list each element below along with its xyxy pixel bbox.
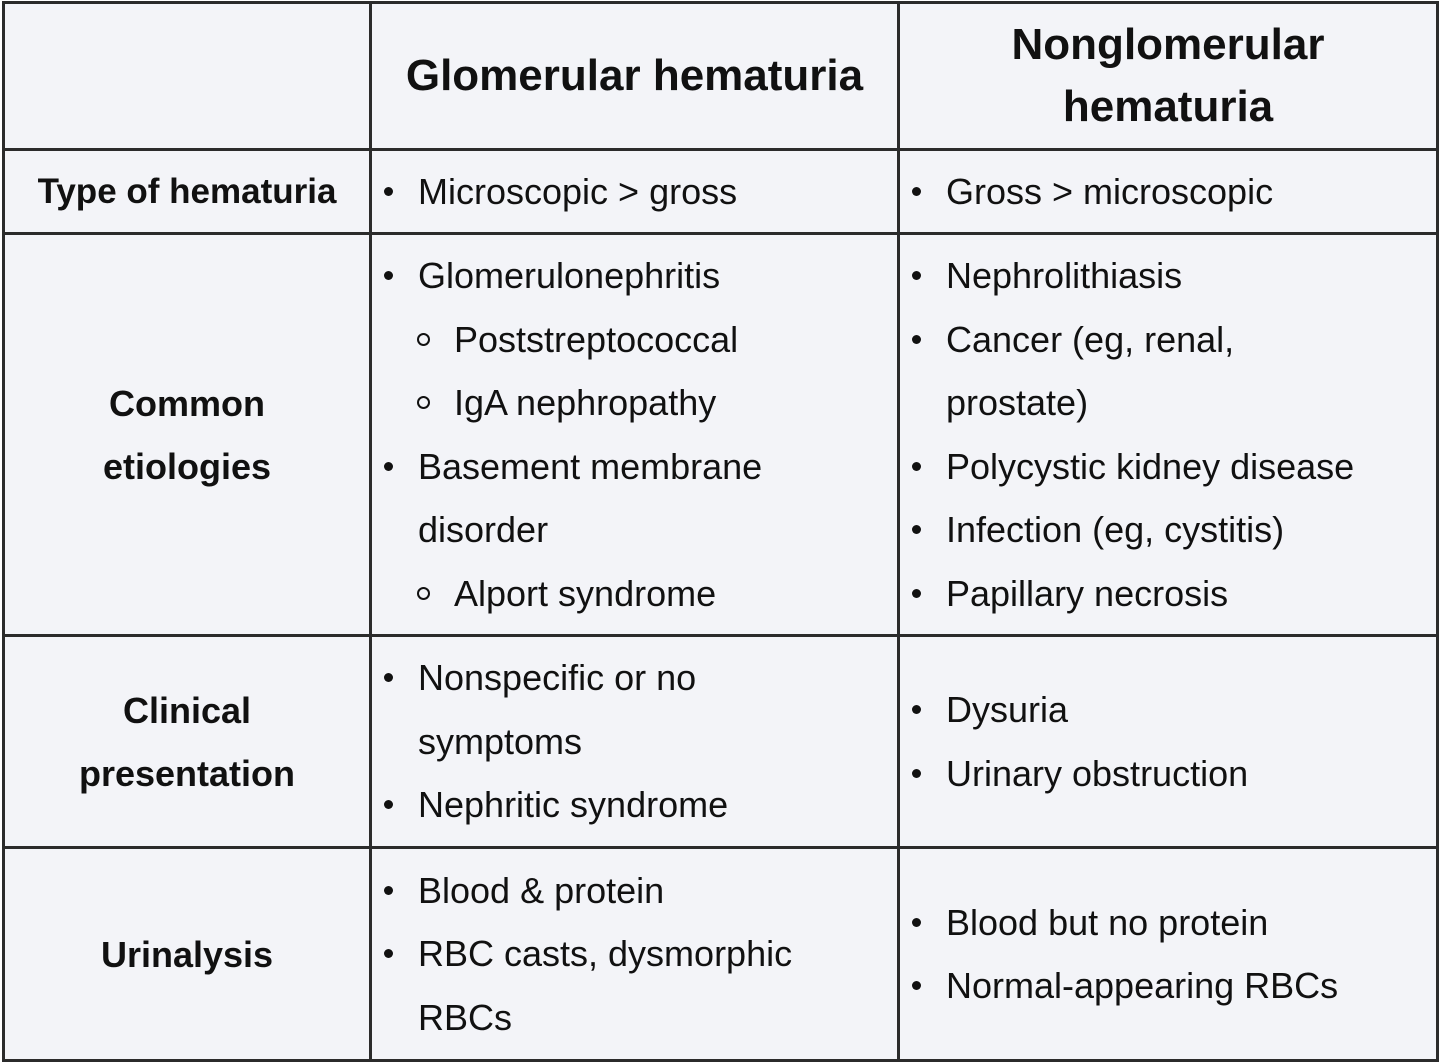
bullet-list bbox=[900, 244, 1436, 625]
list-item: Nonspecific or no symptoms bbox=[380, 646, 797, 773]
list-item: Gross > microscopic bbox=[908, 160, 1426, 224]
bullet-list bbox=[372, 160, 897, 224]
cell-nonglomerular bbox=[899, 848, 1438, 1061]
cell-nonglomerular bbox=[899, 234, 1438, 636]
row-header-common-etiologies: Common etiologies bbox=[4, 234, 371, 636]
bullet-list bbox=[900, 678, 1436, 805]
sub-list-item: Alport syndrome bbox=[380, 562, 837, 626]
cell-glomerular bbox=[371, 150, 899, 234]
cell-glomerular bbox=[371, 636, 899, 848]
list-item: Glomerulonephritis bbox=[380, 244, 837, 308]
bullet-list bbox=[372, 646, 897, 837]
sub-list-item: IgA nephropathy bbox=[380, 371, 837, 435]
column-header-glomerular: Glomerular hematuria bbox=[371, 3, 899, 150]
row-header-clinical-presentation: Clinical presentation bbox=[4, 636, 371, 848]
table-row bbox=[4, 234, 1438, 636]
cell-glomerular bbox=[371, 848, 899, 1061]
row-header-urinalysis: Urinalysis bbox=[4, 848, 371, 1061]
list-item: Papillary necrosis bbox=[908, 562, 1376, 626]
list-item: Normal-appearing RBCs bbox=[908, 954, 1426, 1018]
sub-list-item: Poststreptococcal bbox=[380, 308, 837, 372]
hematuria-comparison-table bbox=[2, 1, 1439, 1062]
header-row bbox=[4, 3, 1438, 150]
list-item: Cancer (eg, renal, prostate) bbox=[908, 308, 1376, 435]
list-item: Nephrolithiasis bbox=[908, 244, 1376, 308]
row-header-type-of-hematuria: Type of hematuria bbox=[4, 150, 371, 234]
list-item: Infection (eg, cystitis) bbox=[908, 498, 1376, 562]
list-item: RBC casts, dysmorphic RBCs bbox=[380, 922, 887, 1049]
column-header-nonglomerular: Nonglomerular hematuria bbox=[899, 3, 1438, 150]
list-item: Microscopic > gross bbox=[380, 160, 887, 224]
list-item: Blood but no protein bbox=[908, 891, 1426, 955]
list-item: Urinary obstruction bbox=[908, 742, 1426, 806]
bullet-list bbox=[372, 859, 897, 1050]
cell-glomerular bbox=[371, 234, 899, 636]
bullet-list bbox=[900, 160, 1436, 224]
table-row bbox=[4, 636, 1438, 848]
list-item: Polycystic kidney disease bbox=[908, 435, 1376, 499]
list-item: Blood & protein bbox=[380, 859, 887, 923]
bullet-list bbox=[900, 891, 1436, 1018]
list-item: Dysuria bbox=[908, 678, 1426, 742]
table-row bbox=[4, 848, 1438, 1061]
table-row bbox=[4, 150, 1438, 234]
cell-nonglomerular bbox=[899, 150, 1438, 234]
corner-cell bbox=[4, 3, 371, 150]
list-item: Nephritic syndrome bbox=[380, 773, 797, 837]
bullet-list bbox=[372, 244, 897, 625]
cell-nonglomerular bbox=[899, 636, 1438, 848]
list-item: Basement membrane disorder bbox=[380, 435, 837, 562]
